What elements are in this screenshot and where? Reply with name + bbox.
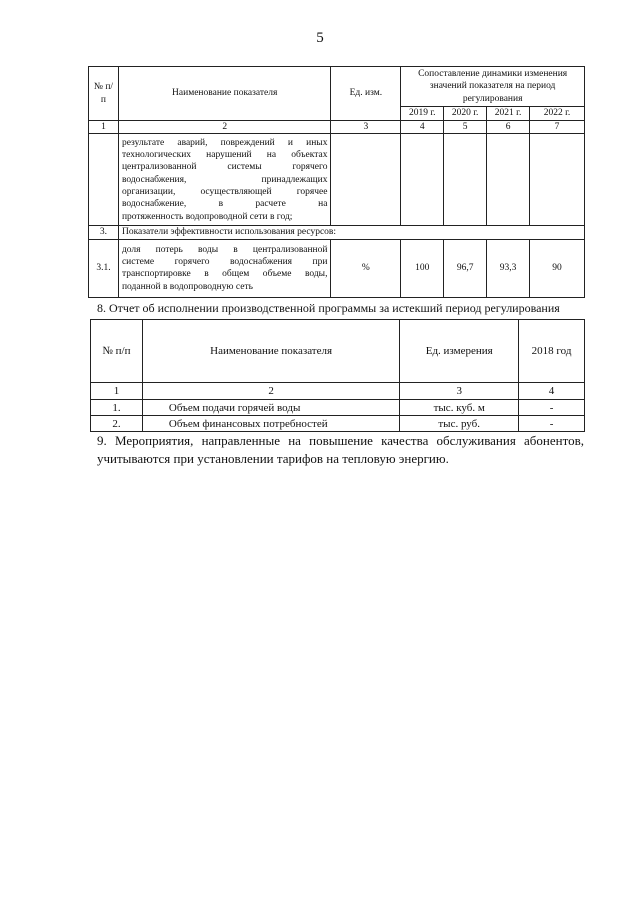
row-num: 3.1.	[89, 239, 119, 297]
col-number: 3	[400, 383, 519, 400]
unit-cell: тыс. куб. м	[400, 400, 519, 416]
col-number: 2	[118, 121, 331, 134]
col-number: 5	[444, 121, 487, 134]
page-number: 5	[316, 30, 324, 46]
header-year: 2020 г.	[444, 107, 487, 121]
program-report-table	[90, 319, 585, 432]
row-num: 1.	[91, 400, 143, 416]
unit-cell: %	[331, 239, 401, 297]
section-8-title: 8. Отчет об исполнении производственной программы за истекший период регулирования	[97, 301, 560, 315]
header-year: 2019 г.	[401, 107, 444, 121]
col-number: 1	[91, 383, 143, 400]
col-number: 7	[530, 121, 585, 134]
section-heading: Показатели эффективности использования ресурсов:	[118, 226, 584, 239]
col-number: 3	[331, 121, 401, 134]
col-number: 6	[487, 121, 530, 134]
value-cell: -	[519, 416, 585, 432]
indicator-text: результате аварий, повреждений и иных технологических нарушений на объектах централизованной системы горячего водоснабжения, принадлежащих организации, осуществляющей горячее водоснабжение, в расчете на протяженность водопроводной сети в год;	[118, 134, 331, 226]
header-year: 2022 г.	[530, 107, 585, 121]
value-cell: 90	[530, 239, 585, 297]
indicator-name: Объем подачи горячей воды	[142, 400, 399, 416]
row-num: 3.	[89, 226, 119, 239]
value-cell: -	[519, 400, 585, 416]
header-name: Наименование показателя	[142, 320, 399, 383]
col-number: 1	[89, 121, 119, 134]
indicator-text: доля потерь воды в централизованной системе горячего водоснабжения при транспортировке в общем объеме воды, поданной в водопроводную сеть	[118, 239, 331, 297]
indicators-table	[88, 66, 585, 298]
table-row	[91, 400, 585, 416]
header-name: Наименование показателя	[118, 67, 331, 121]
indicator-name: Объем финансовых потребностей	[142, 416, 399, 432]
unit-cell: тыс. руб.	[400, 416, 519, 432]
header-group: Сопоставление динамики изменения значений показателя на период регулирования	[401, 67, 585, 107]
table-row	[89, 239, 585, 297]
header-year: 2018 год	[519, 320, 585, 383]
row-num: 2.	[91, 416, 143, 432]
value-cell: 96,7	[444, 239, 487, 297]
table-row	[89, 226, 585, 239]
header-unit: Ед. изм.	[331, 67, 401, 121]
header-unit: Ед. измерения	[400, 320, 519, 383]
paragraph-9: 9. Мероприятия, направленные на повышение качества обслуживания абонентов, учитываются при установлении тарифов на тепловую энергию.	[97, 433, 584, 466]
value-cell: 100	[401, 239, 444, 297]
header-year: 2021 г.	[487, 107, 530, 121]
table-row	[91, 416, 585, 432]
header-num: № п/п	[91, 320, 143, 383]
value-cell: 93,3	[487, 239, 530, 297]
col-number: 4	[401, 121, 444, 134]
header-num: № п/п	[89, 67, 119, 121]
col-number: 2	[142, 383, 399, 400]
col-number: 4	[519, 383, 585, 400]
table-row	[89, 134, 585, 226]
